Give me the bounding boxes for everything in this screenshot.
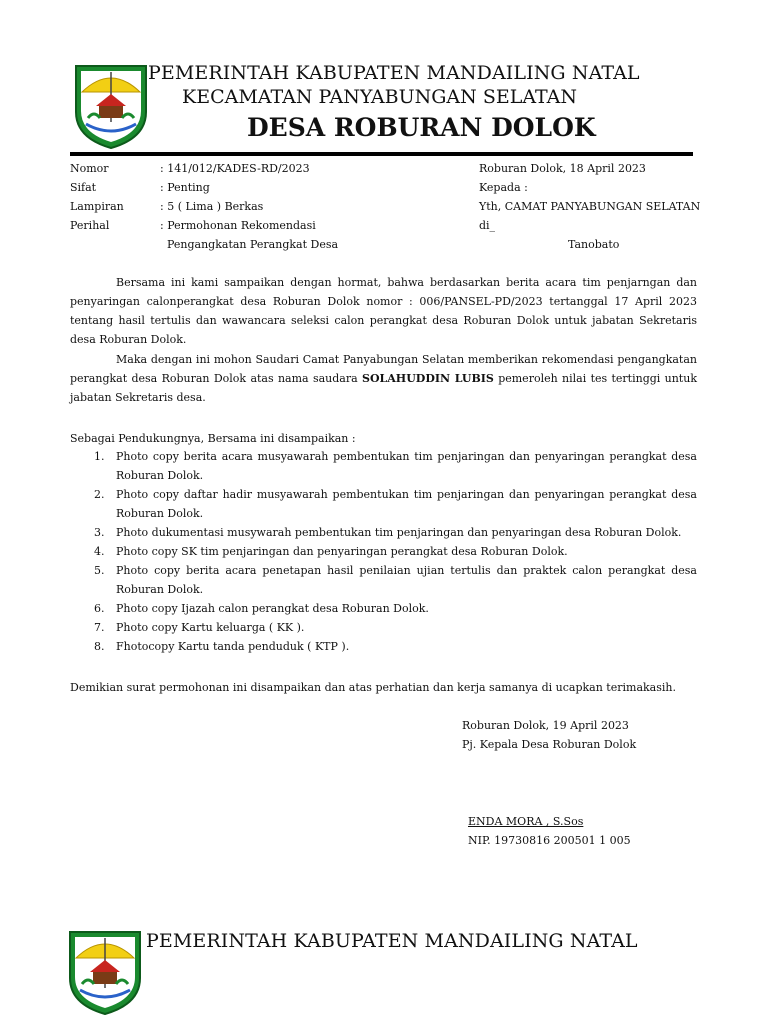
signature-date: Roburan Dolok, 19 April 2023 xyxy=(462,719,629,732)
list-item: 1. Photo copy berita acara musyawarah pembentukan tim penjaringan dan penyaringan perangkat desa Roburan Dolok. xyxy=(94,450,697,482)
body-paragraph-2-text-b: pemeroleh nilai tes tertinggi untuk jabatan Sekretaris desa. xyxy=(70,372,697,404)
closing-statement: Demikian surat permohonan ini disampaikan dan atas perhatian dan kerja samanya di ucapkan terimakasih. xyxy=(70,681,676,694)
list-item: 5. Photo copy berita acara penetapan hasil penilaian ujian tertulis dan praktek calon perangkat desa Roburan Dolok. xyxy=(94,564,697,596)
nomor-value: : 141/012/KADES-RD/2023 xyxy=(160,162,310,175)
lampiran-value: : 5 ( Lima ) Berkas xyxy=(160,200,264,213)
body-paragraph-1: Bersama ini kami sampaikan dengan hormat, bahwa berdasarkan berita acara tim penjarngan dan penyaringan calonperangkat desa Roburan Dolok nomor : 006/PANSEL-PD/2023 tertanggal 17 April 2023 tentang hasil tertulis dan wawancara seleksi calon perangkat desa Roburan Dolok untuk jabatan Sekretaris desa Roburan Dolok. xyxy=(70,276,697,346)
letter-date: Roburan Dolok, 18 April 2023 xyxy=(479,162,646,175)
list-item: 6. Photo copy Ijazah calon perangkat desa Roburan Dolok. xyxy=(94,602,429,615)
attachment-list xyxy=(70,447,697,656)
list-item: 8. Fhotocopy Kartu tanda penduduk ( KTP ). xyxy=(94,640,350,653)
lampiran-label: Lampiran xyxy=(70,200,124,213)
signature-position: Pj. Kepala Desa Roburan Dolok xyxy=(462,738,637,751)
body-paragraph-2 xyxy=(70,350,697,407)
list-item: 2. Photo copy daftar hadir musyawarah pembentukan tim penjaringan dan penyaringan perangkat desa Roburan Dolok. xyxy=(94,488,697,520)
letterhead-divider xyxy=(70,152,693,156)
perihal-value: : Permohonan Rekomendasi xyxy=(160,219,316,232)
letterhead-government: PEMERINTAH KABUPATEN MANDAILING NATAL xyxy=(148,62,640,84)
sifat-label: Sifat xyxy=(70,181,97,194)
sifat-value: : Penting xyxy=(160,181,210,194)
list-item: 3. Photo dukumentasi musywarah pembentukan tim penjaringan dan penyaringan desa Roburan Dolok. xyxy=(94,526,682,539)
recipient-kepada: Kepada : xyxy=(479,181,528,194)
perihal-label: Perihal xyxy=(70,219,110,232)
recipient-place: Tanobato xyxy=(568,238,620,251)
list-item: 4. Photo copy SK tim penjaringan dan penyaringan perangkat desa Roburan Dolok. xyxy=(94,545,568,558)
signatory-name: ENDA MORA , S.Sos xyxy=(468,815,584,828)
regency-emblem-logo xyxy=(72,62,150,150)
letterhead-village: DESA ROBURAN DOLOK xyxy=(247,113,596,142)
signatory-nip: NIP. 19730816 200501 1 005 xyxy=(468,834,631,847)
perihal-value-continued: Pengangkatan Perangkat Desa xyxy=(167,238,339,251)
body-paragraph-2-text-a: Maka dengan ini mohon Saudari Camat Panyabungan Selatan memberikan rekomendasi pengangkatan perangkat desa Roburan Dolok atas nama saudara xyxy=(70,353,697,385)
recipient-addressee: Yth, CAMAT PANYABUNGAN SELATAN xyxy=(479,200,701,213)
letterhead-district: KECAMATAN PANYABUNGAN SELATAN xyxy=(182,86,577,108)
nomor-label: Nomor xyxy=(70,162,109,175)
list-item: 7. Photo copy Kartu keluarga ( KK ). xyxy=(94,621,305,634)
recipient-di: di_ xyxy=(479,219,496,232)
support-intro: Sebagai Pendukungnya, Bersama ini disampaikan : xyxy=(70,432,356,445)
regency-emblem-logo-footer xyxy=(66,928,144,1016)
candidate-name: SOLAHUDDIN LUBIS xyxy=(362,372,494,385)
footer-letterhead-government: PEMERINTAH KABUPATEN MANDAILING NATAL xyxy=(146,930,638,952)
